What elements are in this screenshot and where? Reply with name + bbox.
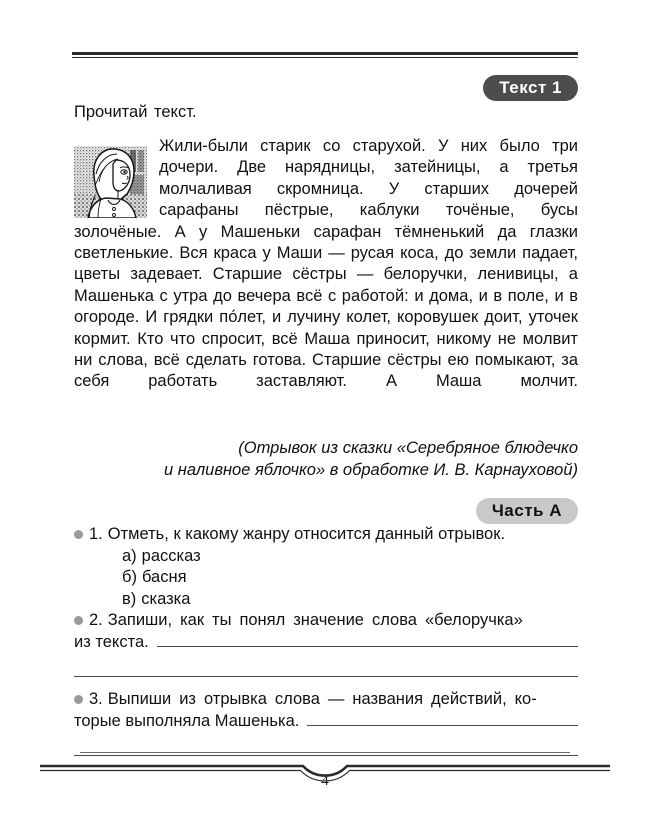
question-3-number: 3. — [89, 690, 103, 708]
question-2-text: Запиши, как ты понял значение слова «белоручка» — [107, 611, 523, 629]
question-3-text: Выпиши из отрывка слова — названия действий, ко- — [107, 690, 537, 708]
page-number: 4 — [321, 773, 329, 789]
page-footer — [0, 752, 650, 814]
question-spacer — [74, 677, 578, 689]
citation-line-2: и наливное яблочко» в обработке И. В. Карнауховой) — [164, 461, 578, 479]
question-bullet-icon — [74, 616, 83, 625]
story-block — [74, 136, 578, 414]
questions-list — [74, 524, 578, 756]
option-c-label: сказка — [141, 589, 191, 608]
citation-line-1: (Отрывок из сказки «Серебряное блюдечко — [238, 439, 578, 457]
question-2-continuation: из текста. — [74, 632, 149, 651]
story-text: Жили-были старик со старухой. У них было три дочери. Две нарядницы, затейницы, а третья молчаливая скромница. У старших дочерей сарафаны пёстрые, каблуки точёные, бусы золочёные. А у Машеньки сарафан тёмненький да глазки светленькие. Вся краса у Маши — русая коса, до земли падает, цветы задевает. Старшие сёстры — белоручки, ленивицы, а Машенька с утра до вечера всё с работой: и дома, и в поле, и в огороде. И грядки по́лет, и лучину колет, коровушек доит, уточек кормит. Кто что спросит, всё Маша приносит, никому не молвит ни слова, всё сделать готова. Старшие сёстры ею помыкают, за себя работать заставляют. А Маша молчит. — [74, 137, 578, 391]
text-section-badge: Текст 1 — [483, 75, 578, 101]
top-rule-decoration — [72, 52, 578, 58]
question-3 — [74, 689, 578, 756]
part-a-badge: Часть А — [476, 498, 578, 524]
question-2-number: 2. — [89, 611, 103, 629]
option-a-label: рассказ — [141, 546, 201, 565]
question-2 — [74, 610, 578, 677]
footer-thin-rule — [80, 752, 570, 753]
top-rule-thin-line — [72, 57, 578, 58]
question-1-options — [74, 546, 578, 611]
answer-line-3a[interactable] — [307, 711, 578, 726]
answer-line-2a[interactable] — [157, 632, 578, 647]
question-1-text: Отметь, к какому жанру относится данный отрывок. — [107, 525, 506, 543]
option-a[interactable] — [122, 546, 578, 568]
option-c[interactable] — [122, 589, 578, 611]
answer-line-2b[interactable] — [74, 661, 578, 677]
question-1-number: 1. — [89, 525, 103, 543]
question-bullet-icon — [74, 695, 83, 704]
read-text-instruction: Прочитай текст. — [74, 103, 197, 121]
top-rule-thick-line — [72, 52, 578, 55]
question-1 — [74, 524, 578, 610]
option-c-letter: в) — [122, 589, 137, 608]
story-citation — [74, 437, 578, 481]
option-b[interactable] — [122, 567, 578, 589]
girl-in-headscarf-icon — [74, 138, 147, 218]
option-b-letter: б) — [122, 568, 137, 586]
option-a-letter: а) — [122, 546, 137, 565]
question-bullet-icon — [74, 530, 83, 539]
option-b-label: басня — [141, 568, 187, 586]
question-3-continuation: торые выполняла Машенька. — [74, 711, 300, 730]
